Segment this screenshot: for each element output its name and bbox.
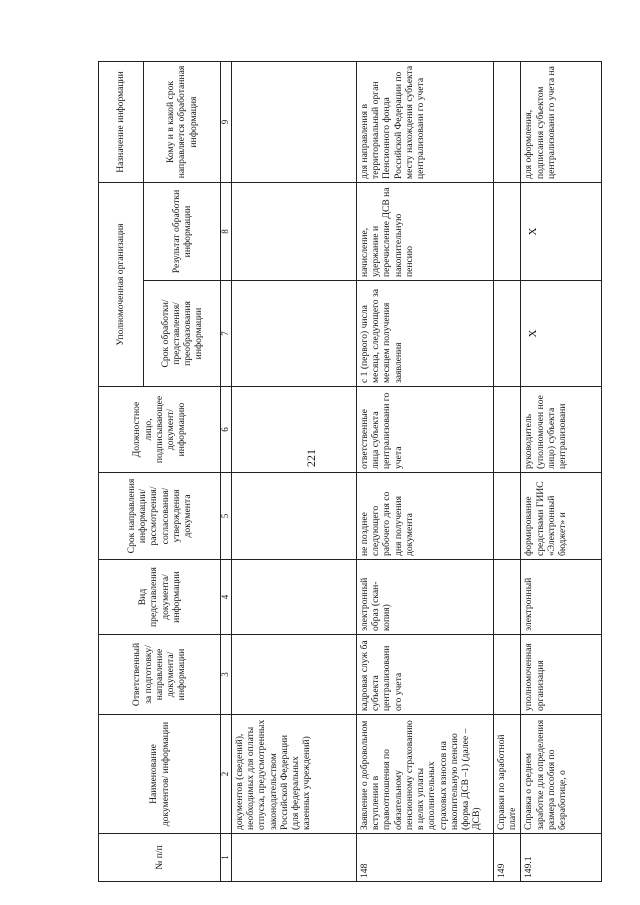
header-type: Вид представления документа/ информации xyxy=(99,560,221,635)
header-signer: Должностное лицо, подписывающее документ/ информацию xyxy=(99,387,221,473)
table-row xyxy=(521,62,602,882)
row-signer: ответственные лица субъекта централизовани го учета xyxy=(357,387,494,473)
row-signer xyxy=(494,387,521,473)
document-table xyxy=(98,61,602,882)
row-type: электронный образ (скан-копия) xyxy=(357,560,494,635)
row-processing-time xyxy=(232,281,357,387)
col-number: 1 xyxy=(221,834,232,882)
row-processing-time: X xyxy=(521,281,602,387)
row-destination: для направления в территориальный орган Пенсионного фонда Российской Федерации по месту нахождения субъекта централизовани го учета xyxy=(357,62,494,183)
col-number: 8 xyxy=(221,183,232,281)
row-responsible: кадровая служ ба субъекта централизовани ого учета xyxy=(357,635,494,715)
header-responsible: Ответственный за подготовку/ направление документа/ информации xyxy=(99,635,221,715)
col-number: 2 xyxy=(221,715,232,834)
row-result: начисление, удержание и перечисление ДСВ на накопительную пенсию xyxy=(357,183,494,281)
row-name: Справка о среднем заработке для определения размера пособия по безработице, о xyxy=(521,715,602,834)
col-number: 3 xyxy=(221,635,232,715)
col-number: 9 xyxy=(221,62,232,183)
row-destination xyxy=(232,62,357,183)
row-deadline: формирование средствами ГИИС «Электронный бюджет» и xyxy=(521,473,602,560)
header-group-destination: Назначение информации xyxy=(99,62,144,183)
header-group-organization: Уполномоченная организация xyxy=(99,183,144,387)
row-name: документов (сведений), необходимых для оплаты отпуска, предусмотренных законодательством Российской Федерации (для федеральных казенных учреждений) xyxy=(232,715,357,834)
row-name: Заявление о добровольном вступлении в правоотношения по обязательному пенсионному страхованию в целях уплаты дополнительных страховых взносов на накопительную пенсию (форма ДСВ –1) (далее – ДСВ) xyxy=(357,715,494,834)
row-num: 148 xyxy=(357,834,494,882)
header-destination: Кому и в какой срок направляется обработанная информация xyxy=(144,62,221,183)
row-destination: для оформления, подписания субъектом централизовани го учета на xyxy=(521,62,602,183)
row-responsible xyxy=(494,635,521,715)
table-row xyxy=(494,62,521,882)
header-deadline: Срок направления информации/ рассмотрения/ согласования/ утверждения документа xyxy=(99,473,221,560)
row-type xyxy=(232,560,357,635)
row-result: X xyxy=(521,183,602,281)
row-deadline xyxy=(494,473,521,560)
row-signer: руководитель (уполномочен ное лицо) субъекта централизовани xyxy=(521,387,602,473)
row-type xyxy=(494,560,521,635)
header-processing-time: Срок обработки/ представления/ преобразования информации xyxy=(144,281,221,387)
header-name: Наименование документов/ информации xyxy=(99,715,221,834)
row-deadline xyxy=(232,473,357,560)
row-responsible xyxy=(232,635,357,715)
rotated-table-container xyxy=(98,62,569,882)
col-number: 5 xyxy=(221,473,232,560)
table-row xyxy=(232,62,357,882)
row-destination xyxy=(494,62,521,183)
row-processing-time xyxy=(494,281,521,387)
row-num xyxy=(232,834,357,882)
row-processing-time: с 1 (первого) числа месяца, следующего за месяцем получения заявления xyxy=(357,281,494,387)
row-num: 149 xyxy=(494,834,521,882)
row-type: электронный xyxy=(521,560,602,635)
row-signer xyxy=(232,387,357,473)
col-number: 6 xyxy=(221,387,232,473)
row-num: 149.1 xyxy=(521,834,602,882)
row-responsible: уполномоченная организация xyxy=(521,635,602,715)
col-number: 7 xyxy=(221,281,232,387)
row-result xyxy=(232,183,357,281)
row-result xyxy=(494,183,521,281)
page-number: 221 xyxy=(304,449,318,467)
row-deadline: не позднее следующего рабочего дня со дня получения документа xyxy=(357,473,494,560)
table-row xyxy=(357,62,494,882)
col-number: 4 xyxy=(221,560,232,635)
row-name: Справки по заработной плате xyxy=(494,715,521,834)
header-result: Результат обработки информации xyxy=(144,183,221,281)
header-num: № п/п xyxy=(99,834,221,882)
